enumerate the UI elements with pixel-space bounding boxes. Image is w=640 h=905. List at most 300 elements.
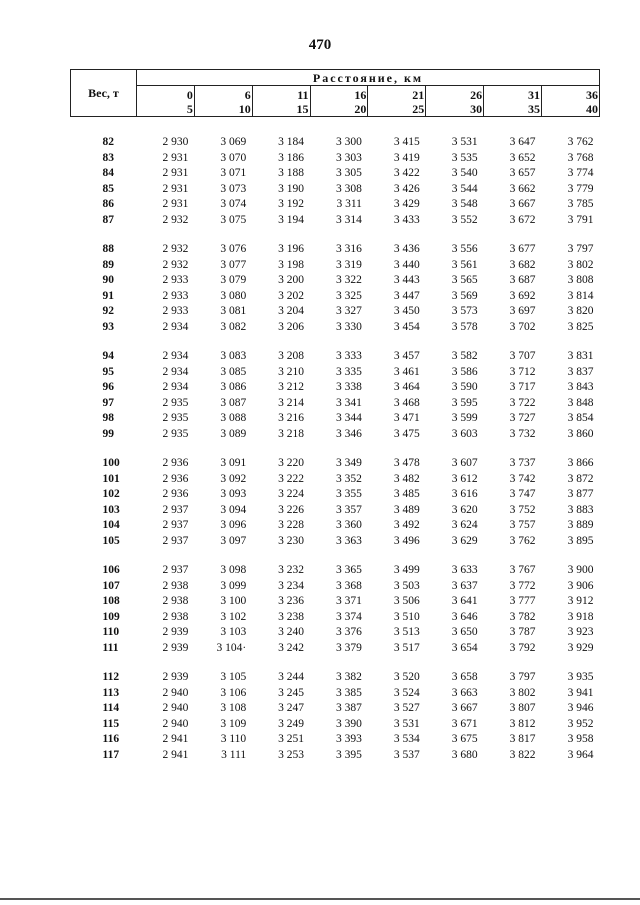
- range-from: 16: [354, 87, 367, 102]
- value-cell: 3 198: [278, 258, 305, 271]
- value-cell: 3 843: [567, 381, 594, 393]
- value-cell: 2 932: [162, 258, 189, 271]
- range-to: 5: [186, 101, 193, 116]
- value-cell: 3 371: [336, 595, 362, 607]
- value-cell: 3 586: [451, 365, 478, 378]
- tariff-table-container: [70, 69, 600, 763]
- value-cell: 3 311: [336, 198, 362, 210]
- table-row: [71, 197, 600, 213]
- value-cell: 2 932: [162, 243, 189, 255]
- value-cell: 3 379: [336, 641, 362, 654]
- table-row: [71, 518, 600, 534]
- value-cell: 3 762: [509, 534, 536, 547]
- value-cell: 3 732: [509, 427, 536, 440]
- value-cell: 2 936: [162, 472, 189, 485]
- weight-cell: 92: [102, 305, 114, 317]
- weight-cell: 115: [102, 717, 120, 730]
- value-cell: 3 360: [336, 519, 362, 531]
- value-cell: 3 357: [336, 503, 362, 516]
- value-cell: 3 620: [451, 503, 478, 516]
- value-cell: 3 687: [509, 274, 536, 286]
- value-cell: 2 941: [162, 748, 189, 761]
- value-cell: 3 496: [393, 534, 420, 547]
- table-row: [71, 563, 600, 579]
- value-cell: 3 314: [336, 213, 362, 226]
- value-cell: 2 933: [162, 274, 189, 286]
- value-cell: 3 327: [336, 305, 362, 317]
- table-row: [71, 748, 600, 764]
- value-cell: 3 680: [451, 748, 478, 761]
- weight-cell: 88: [102, 243, 114, 255]
- value-cell: 3 222: [278, 472, 305, 485]
- value-cell: 3 599: [451, 412, 478, 424]
- value-cell: 2 934: [162, 320, 189, 333]
- value-cell: 3 080: [220, 289, 247, 302]
- value-cell: 3 234: [278, 579, 305, 592]
- value-cell: 2 931: [162, 182, 189, 195]
- value-cell: 3 106: [220, 686, 247, 699]
- value-cell: 3 253: [278, 748, 305, 761]
- value-cell: 3 964: [567, 748, 594, 761]
- value-cell: 3 912: [567, 595, 594, 607]
- value-cell: 3 707: [509, 350, 536, 362]
- value-cell: 2 938: [162, 579, 189, 592]
- value-cell: 3 513: [393, 626, 420, 638]
- value-cell: 3 305: [336, 167, 362, 179]
- value-cell: 3 935: [567, 671, 594, 683]
- range-to: 20: [354, 101, 367, 116]
- value-cell: 3 365: [336, 564, 362, 576]
- value-cell: 3 633: [451, 564, 478, 576]
- range-from: 36: [586, 87, 598, 102]
- value-cell: 3 675: [451, 733, 478, 745]
- table-row: [71, 732, 600, 748]
- value-cell: 3 825: [567, 320, 594, 333]
- value-cell: 3 866: [567, 457, 594, 469]
- value-cell: 3 352: [336, 472, 362, 485]
- value-cell: 3 672: [509, 213, 536, 226]
- table-row: [71, 182, 600, 198]
- value-cell: 3 658: [451, 671, 478, 683]
- value-cell: 3 196: [278, 243, 305, 255]
- value-cell: 3 355: [336, 488, 362, 500]
- page-bottom-divider: [0, 898, 640, 900]
- table-row: [71, 396, 600, 412]
- table-row: [71, 472, 600, 488]
- value-cell: 3 322: [336, 274, 362, 286]
- value-cell: 3 757: [509, 519, 536, 531]
- table-row: [71, 320, 600, 336]
- table-row: [71, 427, 600, 443]
- value-cell: 3 802: [509, 686, 536, 699]
- value-cell: 3 641: [451, 595, 478, 607]
- weight-cell: 102: [102, 488, 120, 500]
- value-cell: 3 717: [509, 381, 536, 393]
- weight-cell: 104: [102, 519, 120, 531]
- weight-cell: 108: [102, 595, 120, 607]
- distance-range-header: [426, 86, 484, 117]
- value-cell: 3 772: [509, 579, 536, 592]
- value-cell: 2 934: [162, 350, 189, 362]
- value-cell: 3 079: [220, 274, 247, 286]
- table-row: [71, 258, 600, 274]
- value-cell: 3 387: [336, 702, 362, 714]
- value-cell: 3 747: [509, 488, 536, 500]
- value-cell: 3 099: [220, 579, 247, 592]
- value-cell: 3 088: [220, 412, 247, 424]
- distance-header: Расстояние, км: [136, 70, 599, 86]
- value-cell: 2 933: [162, 289, 189, 302]
- value-cell: 3 251: [278, 733, 305, 745]
- value-cell: 3 503: [393, 579, 420, 592]
- value-cell: 3 779: [567, 182, 594, 195]
- value-cell: 3 086: [220, 381, 247, 393]
- value-cell: 2 937: [162, 519, 189, 531]
- value-cell: 3 682: [509, 258, 536, 271]
- value-cell: 3 662: [509, 182, 536, 195]
- weight-cell: 110: [102, 626, 120, 638]
- value-cell: 3 415: [393, 136, 420, 148]
- value-cell: 3 097: [220, 534, 247, 547]
- table-row: [71, 151, 600, 167]
- value-cell: 3 737: [509, 457, 536, 469]
- range-to: 25: [412, 101, 425, 116]
- value-cell: 3 419: [393, 151, 420, 164]
- value-cell: 3 646: [451, 610, 478, 623]
- value-cell: 3 654: [451, 641, 478, 654]
- value-cell: 3 531: [451, 136, 478, 148]
- value-cell: 3 468: [393, 396, 420, 409]
- value-cell: 3 071: [220, 167, 247, 179]
- value-cell: 3 906: [567, 579, 594, 592]
- value-cell: 3 073: [220, 182, 247, 195]
- value-cell: 3 376: [336, 626, 362, 638]
- value-cell: 3 535: [451, 151, 478, 164]
- value-cell: 3 489: [393, 503, 420, 516]
- value-cell: 3 647: [509, 136, 536, 148]
- value-cell: 3 085: [220, 365, 247, 378]
- table-row: [71, 456, 600, 472]
- value-cell: 3 595: [451, 396, 478, 409]
- table-row: [71, 380, 600, 396]
- value-cell: 3 206: [278, 320, 305, 333]
- value-cell: 3 565: [451, 274, 478, 286]
- value-cell: 3 556: [451, 243, 478, 255]
- value-cell: 3 108: [220, 702, 247, 714]
- value-cell: 3 607: [451, 457, 478, 469]
- value-cell: 3 374: [336, 610, 362, 623]
- weight-cell: 95: [102, 365, 114, 378]
- value-cell: 3 762: [567, 136, 594, 148]
- value-cell: 3 104·: [216, 641, 247, 654]
- value-cell: 3 325: [336, 289, 362, 302]
- table-header: [71, 70, 600, 117]
- value-cell: 3 319: [336, 258, 362, 271]
- value-cell: 3 214: [278, 396, 305, 409]
- value-cell: 3 216: [278, 412, 305, 424]
- value-cell: 3 247: [278, 702, 305, 714]
- value-cell: 3 697: [509, 305, 536, 317]
- value-cell: 3 338: [336, 381, 362, 393]
- value-cell: 2 937: [162, 534, 189, 547]
- value-cell: 3 785: [567, 198, 594, 210]
- value-cell: 3 393: [336, 733, 362, 745]
- value-cell: 2 939: [162, 671, 189, 683]
- group-spacer: [71, 549, 600, 563]
- value-cell: 3 540: [451, 167, 478, 179]
- distance-range-header: [541, 86, 599, 117]
- weight-cell: 113: [102, 686, 120, 699]
- value-cell: 3 561: [451, 258, 478, 271]
- value-cell: 3 603: [451, 427, 478, 440]
- value-cell: 3 812: [509, 717, 536, 730]
- value-cell: 3 663: [451, 686, 478, 699]
- value-cell: 3 652: [509, 151, 536, 164]
- value-cell: 3 900: [567, 564, 594, 576]
- value-cell: 3 349: [336, 457, 362, 469]
- value-cell: 3 918: [567, 610, 594, 623]
- value-cell: 3 188: [278, 167, 305, 179]
- value-cell: 3 346: [336, 427, 362, 440]
- value-cell: 3 573: [451, 305, 478, 317]
- value-cell: 3 230: [278, 534, 305, 547]
- value-cell: 3 492: [393, 519, 420, 531]
- value-cell: 3 537: [393, 748, 420, 761]
- value-cell: 3 109: [220, 717, 247, 730]
- value-cell: 3 837: [567, 365, 594, 378]
- table-body: [71, 117, 600, 764]
- value-cell: 3 333: [336, 350, 362, 362]
- value-cell: 3 797: [509, 671, 536, 683]
- value-cell: 3 889: [567, 519, 594, 531]
- value-cell: 3 877: [567, 488, 594, 500]
- value-cell: 3 330: [336, 320, 362, 333]
- value-cell: 3 447: [393, 289, 420, 302]
- weight-cell: 87: [102, 213, 114, 226]
- group-spacer: [71, 228, 600, 242]
- distance-range-header: [136, 86, 194, 117]
- value-cell: 3 426: [393, 182, 420, 195]
- value-cell: 3 624: [451, 519, 478, 531]
- value-cell: 3 792: [509, 641, 536, 654]
- value-cell: 3 548: [451, 198, 478, 210]
- table-row: [71, 242, 600, 258]
- value-cell: 3 552: [451, 213, 478, 226]
- value-cell: 3 226: [278, 503, 305, 516]
- value-cell: 3 218: [278, 427, 305, 440]
- value-cell: 2 932: [162, 213, 189, 226]
- table-row: [71, 625, 600, 641]
- value-cell: 3 797: [567, 243, 594, 255]
- weight-column-header: Вес, т: [71, 70, 137, 117]
- value-cell: 3 228: [278, 519, 305, 531]
- value-cell: 3 814: [567, 289, 594, 302]
- value-cell: 3 100: [220, 595, 247, 607]
- value-cell: 3 200: [278, 274, 305, 286]
- value-cell: 3 363: [336, 534, 362, 547]
- value-cell: 3 860: [567, 427, 594, 440]
- distance-range-header: [368, 86, 426, 117]
- weight-cell: 97: [102, 396, 114, 409]
- group-spacer: [71, 335, 600, 349]
- value-cell: 3 450: [393, 305, 420, 317]
- value-cell: 3 076: [220, 243, 247, 255]
- value-cell: 3 464: [393, 381, 420, 393]
- table-row: [71, 670, 600, 686]
- value-cell: 3 929: [567, 641, 594, 654]
- weight-cell: 86: [102, 198, 114, 210]
- value-cell: 3 791: [567, 213, 594, 226]
- value-cell: 3 303: [336, 151, 362, 164]
- value-cell: 3 510: [393, 610, 420, 623]
- table-row: [71, 213, 600, 229]
- value-cell: 3 316: [336, 243, 362, 255]
- value-cell: 3 242: [278, 641, 305, 654]
- value-cell: 3 671: [451, 717, 478, 730]
- value-cell: 3 075: [220, 213, 247, 226]
- value-cell: 3 105: [220, 671, 247, 683]
- value-cell: 3 578: [451, 320, 478, 333]
- value-cell: 2 936: [162, 488, 189, 500]
- range-from: 26: [470, 87, 483, 102]
- value-cell: 3 192: [278, 198, 305, 210]
- weight-cell: 93: [102, 320, 114, 333]
- value-cell: 3 527: [393, 702, 420, 714]
- value-cell: 3 070: [220, 151, 247, 164]
- value-cell: 3 092: [220, 472, 247, 485]
- value-cell: 3 096: [220, 519, 247, 531]
- value-cell: 3 727: [509, 412, 536, 424]
- value-cell: 2 938: [162, 610, 189, 623]
- value-cell: 3 083: [220, 350, 247, 362]
- value-cell: 3 210: [278, 365, 305, 378]
- value-cell: 3 923: [567, 626, 594, 638]
- value-cell: 3 677: [509, 243, 536, 255]
- value-cell: 3 712: [509, 365, 536, 378]
- value-cell: 3 872: [567, 472, 594, 485]
- group-spacer: [71, 656, 600, 670]
- value-cell: 3 069: [220, 136, 247, 148]
- value-cell: 3 629: [451, 534, 478, 547]
- table-row: [71, 365, 600, 381]
- value-cell: 3 245: [278, 686, 305, 699]
- value-cell: 3 582: [451, 350, 478, 362]
- weight-cell: 94: [102, 350, 114, 362]
- value-cell: 3 102: [220, 610, 247, 623]
- weight-cell: 116: [102, 733, 120, 745]
- value-cell: 3 692: [509, 289, 536, 302]
- value-cell: 3 186: [278, 151, 305, 164]
- weight-cell: 112: [102, 671, 120, 683]
- weight-cell: 103: [102, 503, 120, 516]
- tariff-table: [70, 69, 600, 763]
- value-cell: 3 244: [278, 671, 305, 683]
- value-cell: 2 931: [162, 198, 189, 210]
- value-cell: 2 934: [162, 365, 189, 378]
- value-cell: 2 940: [162, 702, 189, 714]
- weight-cell: 106: [102, 564, 120, 576]
- value-cell: 3 478: [393, 457, 420, 469]
- value-cell: 3 531: [393, 717, 420, 730]
- value-cell: 3 612: [451, 472, 478, 485]
- value-cell: 3 569: [451, 289, 478, 302]
- value-cell: 2 935: [162, 412, 189, 424]
- value-cell: 3 782: [509, 610, 536, 623]
- value-cell: 3 341: [336, 396, 362, 409]
- value-cell: 3 249: [278, 717, 305, 730]
- value-cell: 3 768: [567, 151, 594, 164]
- table-row: [71, 717, 600, 733]
- value-cell: 3 722: [509, 396, 536, 409]
- value-cell: 3 093: [220, 488, 247, 500]
- weight-cell: 84: [102, 167, 114, 179]
- value-cell: 3 103: [220, 626, 247, 638]
- value-cell: 3 395: [336, 748, 362, 761]
- table-row: [71, 487, 600, 503]
- value-cell: 3 854: [567, 412, 594, 424]
- table-row: [71, 594, 600, 610]
- value-cell: 3 077: [220, 258, 247, 271]
- value-cell: 3 074: [220, 198, 247, 210]
- value-cell: 3 482: [393, 472, 420, 485]
- value-cell: 3 787: [509, 626, 536, 638]
- value-cell: 3 190: [278, 182, 305, 195]
- value-cell: 3 390: [336, 717, 362, 730]
- value-cell: 3 081: [220, 305, 247, 317]
- weight-cell: 85: [102, 182, 114, 195]
- value-cell: 3 220: [278, 457, 305, 469]
- value-cell: 3 184: [278, 136, 305, 148]
- value-cell: 3 802: [567, 258, 594, 271]
- weight-cell: 111: [102, 641, 119, 654]
- value-cell: 3 822: [509, 748, 536, 761]
- distance-range-header: [252, 86, 310, 117]
- table-row: [71, 641, 600, 657]
- value-cell: 3 440: [393, 258, 420, 271]
- value-cell: 3 238: [278, 610, 305, 623]
- weight-cell: 100: [102, 457, 120, 469]
- value-cell: 3 544: [451, 182, 478, 195]
- table-row: [71, 534, 600, 550]
- value-cell: 3 232: [278, 564, 305, 576]
- weight-cell: 96: [102, 381, 114, 393]
- value-cell: 3 240: [278, 626, 305, 638]
- value-cell: 2 937: [162, 503, 189, 516]
- value-cell: 2 935: [162, 396, 189, 409]
- value-cell: 3 946: [567, 702, 594, 714]
- group-spacer: [71, 442, 600, 456]
- value-cell: 3 422: [393, 167, 420, 179]
- value-cell: 3 506: [393, 595, 420, 607]
- value-cell: 3 657: [509, 167, 536, 179]
- value-cell: 3 454: [393, 320, 420, 333]
- table-row: [71, 411, 600, 427]
- weight-cell: 109: [102, 610, 120, 623]
- value-cell: 3 457: [393, 350, 420, 362]
- group-spacer: [71, 117, 600, 136]
- value-cell: 3 520: [393, 671, 420, 683]
- value-cell: 3 098: [220, 564, 247, 576]
- range-to: 40: [586, 101, 598, 116]
- value-cell: 2 931: [162, 167, 189, 179]
- value-cell: 3 461: [393, 365, 420, 378]
- value-cell: 3 958: [567, 733, 594, 745]
- value-cell: 3 637: [451, 579, 478, 592]
- table-row: [71, 135, 600, 151]
- range-to: 35: [527, 101, 540, 116]
- weight-cell: 114: [102, 702, 120, 714]
- value-cell: 3 524: [393, 686, 420, 699]
